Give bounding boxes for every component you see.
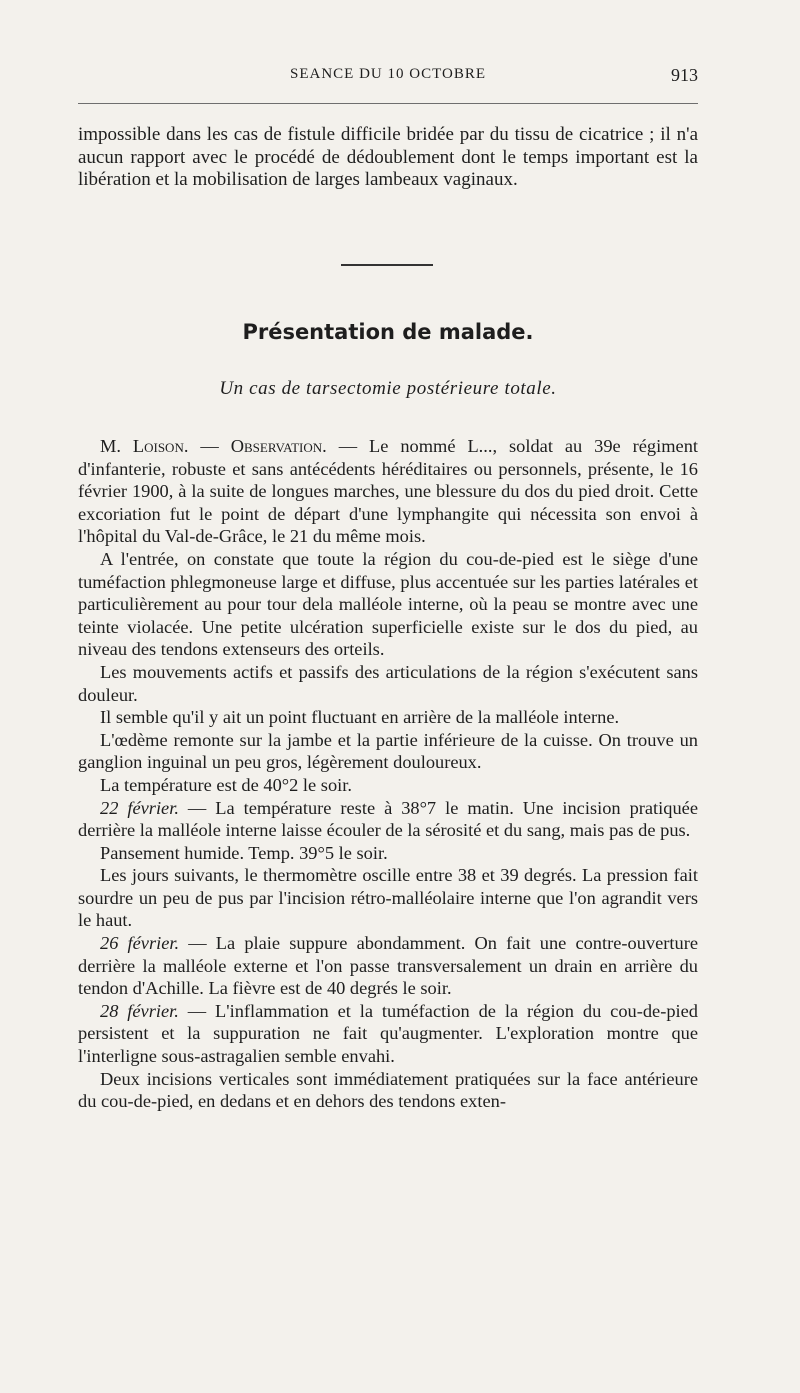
entry-date: 28 février. [100, 1000, 179, 1021]
entry-text: — La plaie suppure abondamment. On fait une contre-ouverture derrière la malléole externe et l'on passe transversalement un drain en arrière du tendon d'Achille. La fièvre est de 40 degrés le soir. [78, 933, 698, 999]
page-number: 913 [671, 65, 698, 85]
dash: — [188, 436, 231, 456]
intro-text: impossible dans les cas de fistule difficile bridée par du tissu de cicatrice ; il n'a aucun rapport avec le procédé de dédoublement dont le temps important est la libération et la mobilisation de larges lambeaux vaginaux. [78, 124, 698, 191]
entry-date: 22 février. [100, 797, 179, 818]
section-title: Présentation de malade. [242, 320, 534, 344]
running-title: SEANCE DU 10 OCTOBRE [290, 66, 486, 82]
paragraph: A l'entrée, on constate que toute la région du cou-de-pied est le siège d'une tuméfaction phlegmoneuse large et diffuse, plus accentuée sur les parties latérales et particulièrement au pour tour dela malléole interne, où la peau se montre avec une teinte violacée. Une petite ulcération superficielle existe sur le dos du pied, au niveau des tendons extenseurs des orteils. [78, 548, 698, 660]
paragraph: La température est de 40°2 le soir. [100, 774, 352, 795]
paragraph: Les mouvements actifs et passifs des articulations de la région s'exécutent sans douleur. [78, 661, 698, 705]
section-divider [341, 264, 433, 266]
opening-text: — Le nommé L..., soldat au 39e régiment d'infanterie, robuste et sans antécédents héréditaires ou personnels, présente, le 16 février 1900, à la suite de longues marches, une blessure du dos du pied droit. Cette excoriation fut le point de départ d'une lymphangite qui nécessita son envoi à l'hôpital du Val-de-Grâce, le 21 du même mois. [78, 436, 698, 547]
header-rule [78, 103, 698, 104]
observation-body [78, 435, 698, 1113]
observation-label: Observation. [230, 436, 327, 456]
dated-entry [78, 1000, 698, 1068]
case-subtitle: Un cas de tarsectomie postérieure totale. [219, 378, 557, 399]
paragraph: Il semble qu'il y ait un point fluctuant en arrière de la malléole interne. [100, 707, 620, 728]
observation-opening [78, 435, 698, 548]
paragraph: Pansement humide. Temp. 39°5 le soir. [100, 842, 388, 863]
entry-text: — La température reste à 38°7 le matin. Une incision pratiquée derrière la malléole interne laisse écouler de la sérosité et du sang, mais pas de pus. [78, 797, 698, 841]
dated-entry [78, 932, 698, 1000]
page-header [78, 66, 698, 96]
paragraph: Les jours suivants, le thermomètre oscille entre 38 et 39 degrés. La pression fait sourdre un peu de pus par l'incision rétro-malléolaire interne que l'on agrandit vers le haut. [78, 865, 698, 931]
paragraph: Deux incisions verticales sont immédiatement pratiquées sur la face antérieure du cou-de-pied, en dedans et en dehors des tendons exten- [78, 1068, 698, 1112]
author-name: M. Loison. [100, 436, 189, 456]
entry-date: 26 février. [100, 933, 180, 954]
dated-entry [78, 797, 698, 842]
intro-paragraph [78, 124, 698, 192]
entry-text: — L'inflammation et la tuméfaction de la région du cou-de-pied persistent et la suppuration ne fait qu'augmenter. L'exploration montre que l'interligne sous-astragalien semble envahi. [78, 1000, 698, 1067]
paragraph: L'œdème remonte sur la jambe et la partie inférieure de la cuisse. On trouve un ganglion inguinal un peu gros, légèrement douloureux. [78, 729, 698, 773]
